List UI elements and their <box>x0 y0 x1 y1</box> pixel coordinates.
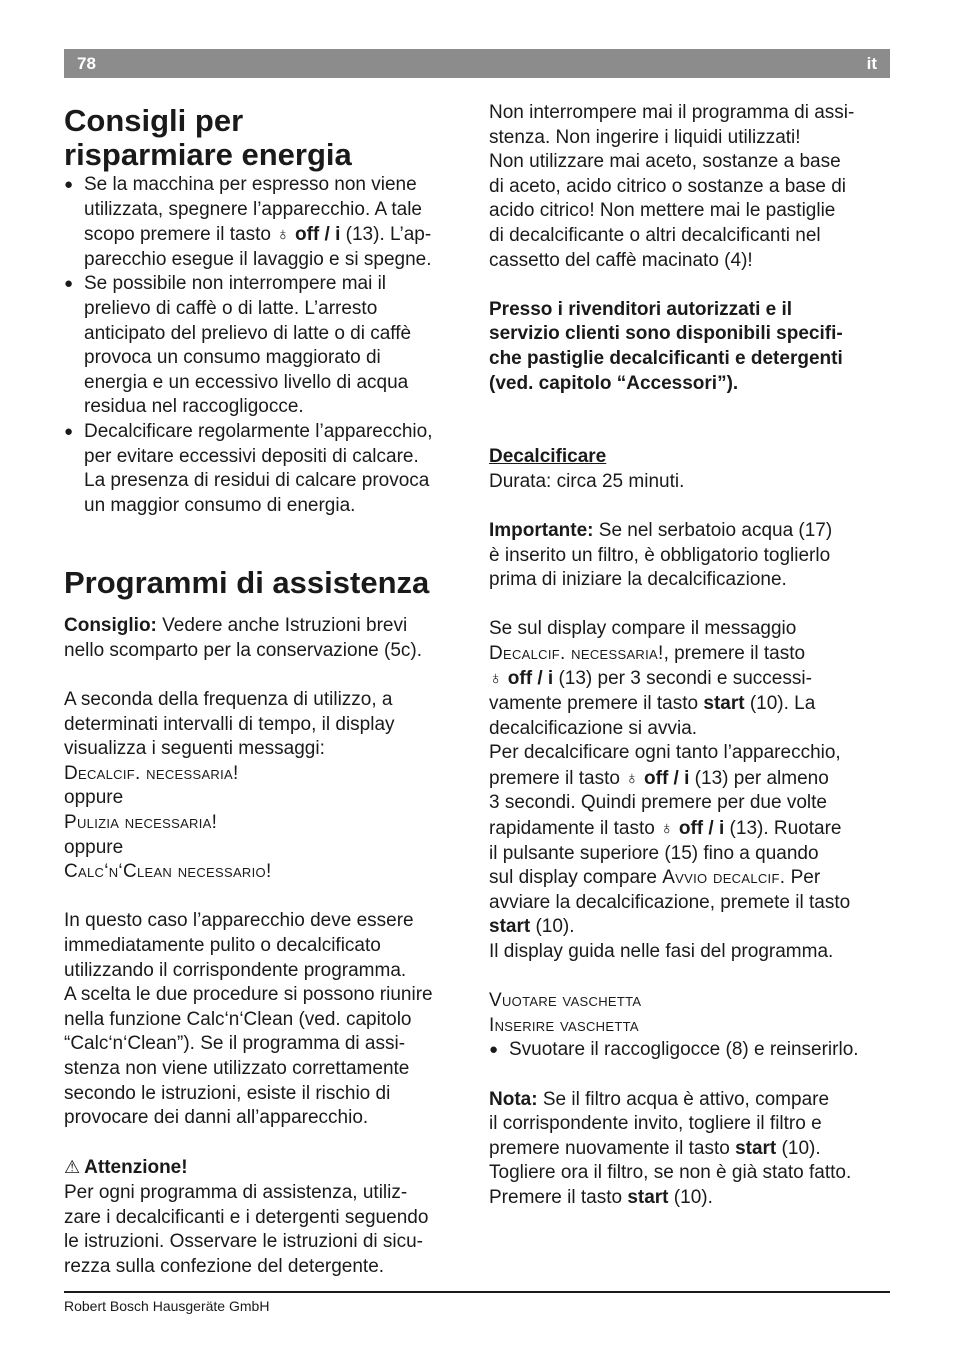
note-paragraph: Nota: Se il filtro acqua è attivo, compare il corrispondente invito, togliere il filtro e premere nuovamente il tasto start (10). Togliere ora il filtro, se non è già stato fatto. Premere il tasto start (10). <box>489 1088 852 1208</box>
key-start: start <box>489 916 531 938</box>
key-off-i: off / i <box>294 224 341 246</box>
key-start: start <box>735 1137 777 1159</box>
right-column <box>489 101 889 1211</box>
case-paragraph: In questo caso l’apparecchio deve essere immediatamente pulito o decalcificato utilizzando il corrispondente programma. A scelta le due procedure si possono riunire nella funzione Calc‘n‘Clean (ved. capitolo “Calc‘n‘Clean”). Se il programma di assi- stenza non viene utilizzato correttamente secondo le istruzioni, esiste il rischio di provocare dei danni all’apparecchio. <box>64 910 433 1129</box>
footer-rule <box>64 1291 890 1293</box>
display-message: Pulizia necessaria! <box>64 812 218 834</box>
retailer-paragraph: Presso i rivenditori autorizzati e il servizio clienti sono disponibili specifi- che pastiglie decalcificanti e detergenti (ved. capitolo “Accessori”). <box>489 298 843 394</box>
key-start: start <box>703 693 745 715</box>
energy-tips-list <box>64 173 464 518</box>
power-icon: ♁ <box>660 818 674 839</box>
display-message: Decalcif. necessaria! <box>64 762 239 784</box>
list-item: ● Svuotare il raccogligocce (8) e reinserirlo. <box>489 1038 889 1063</box>
display-message: Calc‘n‘Clean necessario! <box>64 861 272 883</box>
display-message: Vuotare vaschetta <box>489 990 642 1012</box>
section-heading: Decalcificare <box>489 446 607 468</box>
heading-energy-tips: Consigli per risparmiare energia <box>64 103 352 172</box>
section-decalcify: Decalcificare Durata: circa 25 minuti. <box>489 446 685 492</box>
list-item: ● Decalcificare regolarmente l’apparecchio, per evitare eccessivi depositi di calcare. La presenza di residui di calcare provoca un maggior consumo di energia. <box>64 420 464 518</box>
drip-tray-list <box>489 1038 889 1063</box>
power-icon: ♁ <box>625 767 639 788</box>
list-item: ● Se la macchina per espresso non viene utilizzata, spegnere l’apparecchio. A tale scopo premere il tasto ♁ off / i (13). L’ap- parecchio esegue il lavaggio e si spegne. <box>64 173 464 272</box>
footer-company: Robert Bosch Hausgeräte GmbH <box>64 1298 270 1314</box>
decalcify-steps-paragraph: Se sul display compare il messaggio Decalcif. necessaria!, premere il tasto ♁ off / i (13) per 3 secondi e successi- vamente premere il tasto start (10). La decalcificazione si avvia. Per decalcificare ogni tanto l’apparecchio, premere il tasto ♁ off / i (13) per almeno 3 secondi. Quindi premere per due volte rapidamente il tasto ♁ off / i (13). Ruotare il pulsante superiore (15) fino a quando sul display compare Avvio decalcif. Per avviare la decalcificazione, premete il tasto start (10). Il display guida nelle fasi del programma. <box>489 618 851 962</box>
frequency-paragraph: A seconda della frequenza di utilizzo, a determinati intervalli di tempo, il display visualizza i seguenti messaggi: Decalcif. necessaria! oppure Pulizia necessaria! oppure Calc‘n‘Clean necessario! <box>64 689 395 883</box>
caution-paragraph: Non interrompere mai il programma di assi- stenza. Non ingerire i liquidi utilizzati! Non utilizzare mai aceto, sostanze a base di aceto, acido citrico o sostanze a base di acido citrico! Non mettere mai le pastiglie di decalcificante o altri decalcificanti nel cassetto del caffè macinato (4)! <box>489 102 855 271</box>
key-start: start <box>627 1186 669 1208</box>
messages-paragraph <box>489 989 889 1038</box>
display-message: Inserire vaschetta <box>489 1014 639 1036</box>
list-item: ● Se possibile non interrompere mai il prelievo di caffè o di latte. L’arresto anticipato del prelievo di latte o di caffè provoca un consumo maggiorato di energia e un eccessivo livello di acqua residua nel raccogligocce. <box>64 272 464 420</box>
key-off-i: off / i <box>644 767 690 789</box>
tip-paragraph: Consiglio: Vedere anche Istruzioni brevi nello scomparto per la conservazione (5c). <box>64 615 423 661</box>
left-column <box>64 100 464 1279</box>
key-off-i: off / i <box>678 818 725 840</box>
language-code: it <box>866 54 877 73</box>
heading-service-programs: Programmi di assistenza <box>64 565 430 601</box>
display-message: Decalcif. necessaria! <box>489 642 664 664</box>
display-message: Avvio decalcif. <box>662 867 786 889</box>
warning-icon: ⚠ <box>64 1157 81 1178</box>
page-number: 78 <box>77 54 96 73</box>
page-header-bar <box>64 49 890 78</box>
warning-paragraph: ⚠ Attenzione! Per ogni programma di assistenza, utiliz- zare i decalcificanti e i detergenti seguendo le istruzioni. Osservare le istruzioni di sicu- rezza sulla confezione del detergente. <box>64 1157 429 1277</box>
important-paragraph: Importante: Se nel serbatoio acqua (17) è inserito un filtro, è obbligatorio toglierlo prima di iniziare la decalcificazione. <box>489 519 833 591</box>
key-off-i: off / i <box>507 668 554 690</box>
power-icon: ♁ <box>276 224 290 245</box>
power-icon: ♁ <box>489 668 503 689</box>
